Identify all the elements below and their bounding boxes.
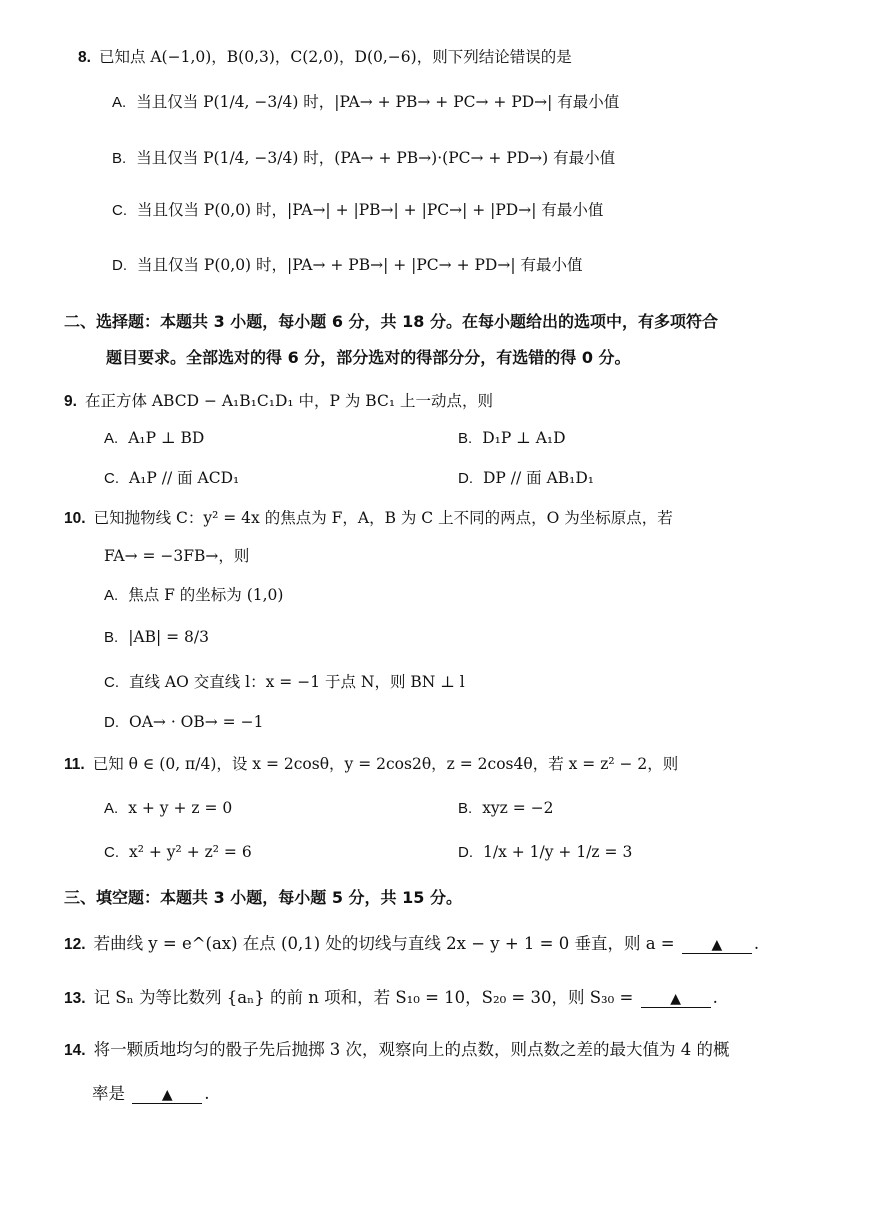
q9-option-a: A. A₁P ⊥ BD [104,429,205,447]
section2-header-line1: 二、选择题：本题共 3 小题，每小题 6 分，共 18 分。在每小题给出的选项中，有多项符合 [64,312,718,331]
q11-option-a: A. x + y + z = 0 [104,799,233,817]
q13: 13. 记 Sₙ 为等比数列 {aₙ} 的前 n 项和，若 S₁₀ = 10，S₂₀ = 30，则 S₃₀ = ▲ . [64,988,718,1007]
q14-line2: 率是 ▲ . [92,1084,210,1103]
q14-answer-blank[interactable] [132,1087,202,1104]
q10-option-a: A. 焦点 F 的坐标为 (1,0) [104,586,284,604]
q10-stem-2: FA→ = −3FB→，则 [104,547,250,565]
q9-option-d: D. DP // 面 AB₁D₁ [458,469,595,487]
q8-stem: 8. 已知点 A(−1,0)，B(0,3)，C(2,0)，D(0,−6)，则下列结论错误的是 [78,48,572,66]
q10-option-c: C. 直线 AO 交直线 l：x = −1 于点 N，则 BN ⊥ l [104,673,465,691]
q8-option-d: D. 当且仅当 P(0,0) 时，|PA→ + PB→| + |PC→ + PD→| 有最小值 [112,256,583,274]
q11-option-d: D. 1/x + 1/y + 1/z = 3 [458,843,633,861]
q13-answer-blank[interactable] [641,991,711,1008]
q9-option-b: B. D₁P ⊥ A₁D [458,429,566,447]
section2-header-line2: 题目要求。全部选对的得 6 分，部分选对的得部分分，有选错的得 0 分。 [106,348,631,367]
q9-stem: 9. 在正方体 ABCD − A₁B₁C₁D₁ 中，P 为 BC₁ 上一动点，则 [64,392,493,410]
q12-answer-blank[interactable] [682,937,752,954]
q11-option-b: B. xyz = −2 [458,799,554,817]
triangle-icon: ▲ [711,937,723,953]
q10-option-d: D. OA→ · OB→ = −1 [104,713,264,731]
q10-stem: 10. 已知抛物线 C：y² = 4x 的焦点为 F，A，B 为 C 上不同的两点，O 为坐标原点，若 [64,509,673,527]
q11-option-c: C. x² + y² + z² = 6 [104,843,252,861]
section3-header: 三、填空题：本题共 3 小题，每小题 5 分，共 15 分。 [64,888,462,907]
q9-option-c: C. A₁P // 面 ACD₁ [104,469,240,487]
q12: 12. 若曲线 y = e^(ax) 在点 (0,1) 处的切线与直线 2x − y + 1 = 0 垂直，则 a = ▲ . [64,934,760,953]
q10-option-b: B. |AB| = 8/3 [104,628,210,646]
q8-option-c: C. 当且仅当 P(0,0) 时，|PA→| + |PB→| + |PC→| + |PD→| 有最小值 [112,201,604,219]
q11-stem: 11. 已知 θ ∈ (0, π/4)，设 x = 2cosθ，y = 2cos2θ，z = 2cos4θ，若 x = z² − 2，则 [64,755,679,773]
q8-option-b: B. 当且仅当 P(1/4, −3/4) 时，(PA→ + PB→)·(PC→ + PD→) 有最小值 [112,149,616,167]
triangle-icon: ▲ [161,1087,173,1103]
q14-line1: 14. 将一颗质地均匀的骰子先后抛掷 3 次，观察向上的点数，则点数之差的最大值为 4 的概 [64,1040,730,1059]
triangle-icon: ▲ [670,991,681,1007]
q8-option-a: A. 当且仅当 P(1/4, −3/4) 时，|PA→ + PB→ + PC→ + PD→| 有最小值 [112,93,620,111]
